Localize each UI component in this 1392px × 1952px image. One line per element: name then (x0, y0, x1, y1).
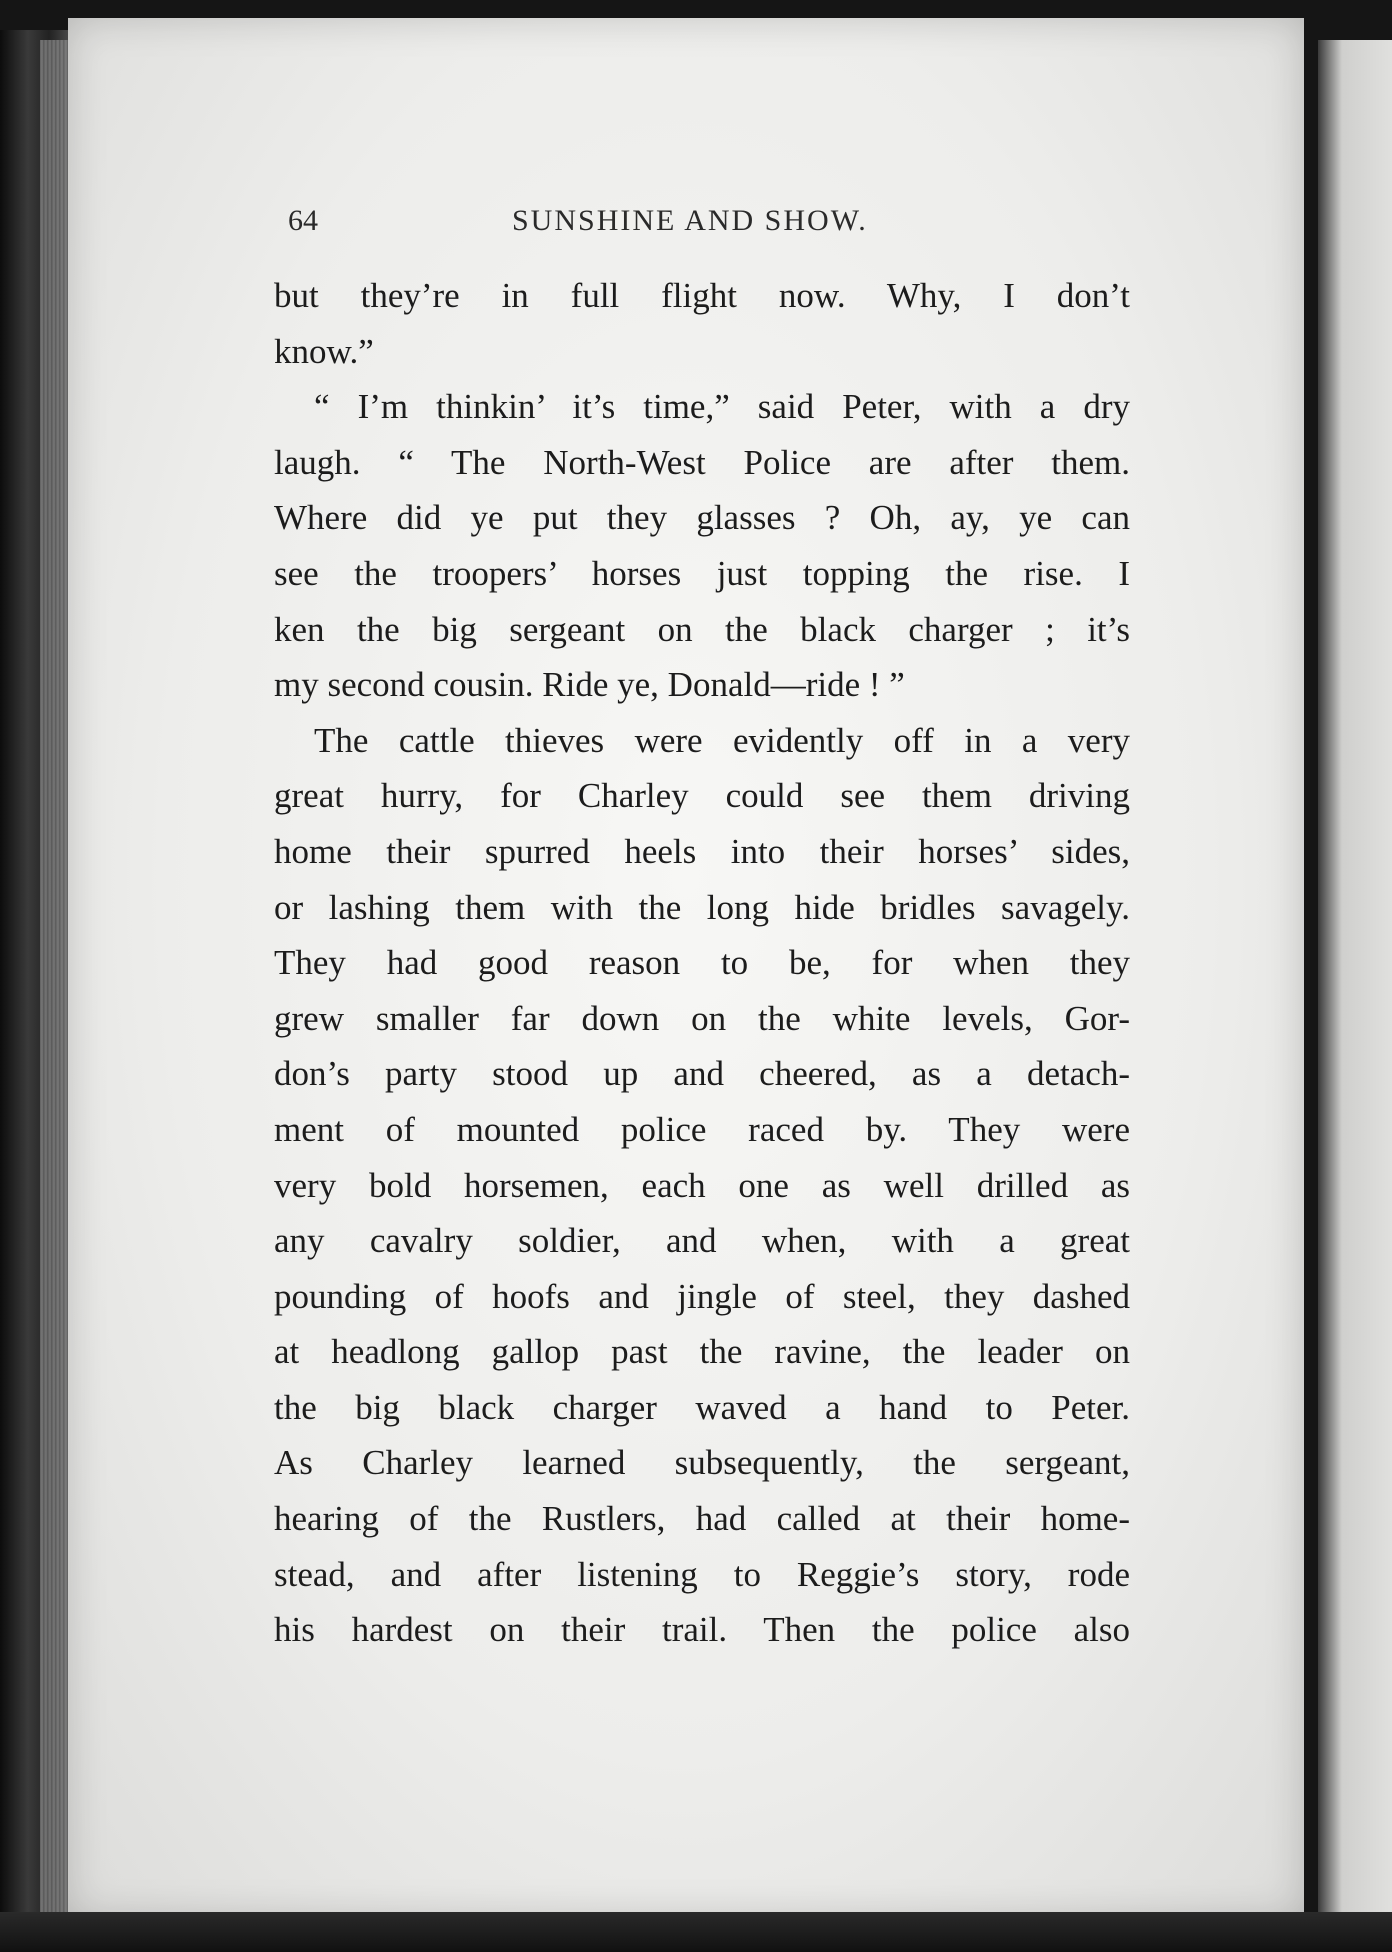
text-line: at headlong gallop past the ravine, the leader on (274, 1332, 1130, 1372)
text-line: ment of mounted police raced by. They were (274, 1109, 1130, 1149)
text-line: pounding of hoofs and jingle of steel, they dashed (274, 1276, 1130, 1316)
text-line: see the troopers’ horses just topping the rise. I (274, 553, 1130, 593)
text-line: The cattle thieves were evidently off in a very (314, 720, 1130, 760)
running-head (288, 204, 1128, 248)
text-line: but they’re in full flight now. Why, I don’t (274, 276, 1130, 315)
text-line: great hurry, for Charley could see them driving (274, 776, 1130, 816)
text-line: grew smaller far down on the white levels, Gor- (274, 998, 1130, 1038)
facing-page-edge (1318, 40, 1392, 1920)
text-line: his hardest on their trail. Then the police also (274, 1610, 1130, 1650)
running-head-title: SUNSHINE AND SHOW. (512, 204, 868, 237)
text-line: hearing of the Rustlers, had called at their home- (274, 1499, 1130, 1539)
text-line: They had good reason to be, for when they (274, 943, 1130, 983)
text-line: As Charley learned subsequently, the sergeant, (274, 1443, 1130, 1483)
text-line: don’s party stood up and cheered, as a detach- (274, 1054, 1130, 1094)
text-line: laugh. “ The North-West Police are after them. (274, 442, 1130, 482)
text-line: Where did ye put they glasses ? Oh, ay, ye can (274, 498, 1130, 538)
text-line: stead, and after listening to Reggie’s story, rode (274, 1554, 1130, 1594)
text-line: or lashing them with the long hide bridles savagely. (274, 887, 1130, 927)
body-text (274, 268, 1130, 1658)
text-line: know.” (274, 331, 374, 371)
text-line: home their spurred heels into their horses’ sides, (274, 831, 1130, 871)
text-line: “ I’m thinkin’ it’s time,” said Peter, with a dry (314, 387, 1130, 427)
page-number: 64 (288, 204, 318, 237)
text-line: my second cousin. Ride ye, Donald—ride ! ” (274, 665, 905, 705)
text-line: ken the big sergeant on the black charger ; it’s (274, 609, 1130, 649)
text-line: very bold horsemen, each one as well drilled as (274, 1165, 1130, 1205)
scan-bottom-edge (0, 1912, 1392, 1952)
text-line: any cavalry soldier, and when, with a great (274, 1221, 1130, 1261)
text-line: the big black charger waved a hand to Peter. (274, 1387, 1130, 1427)
